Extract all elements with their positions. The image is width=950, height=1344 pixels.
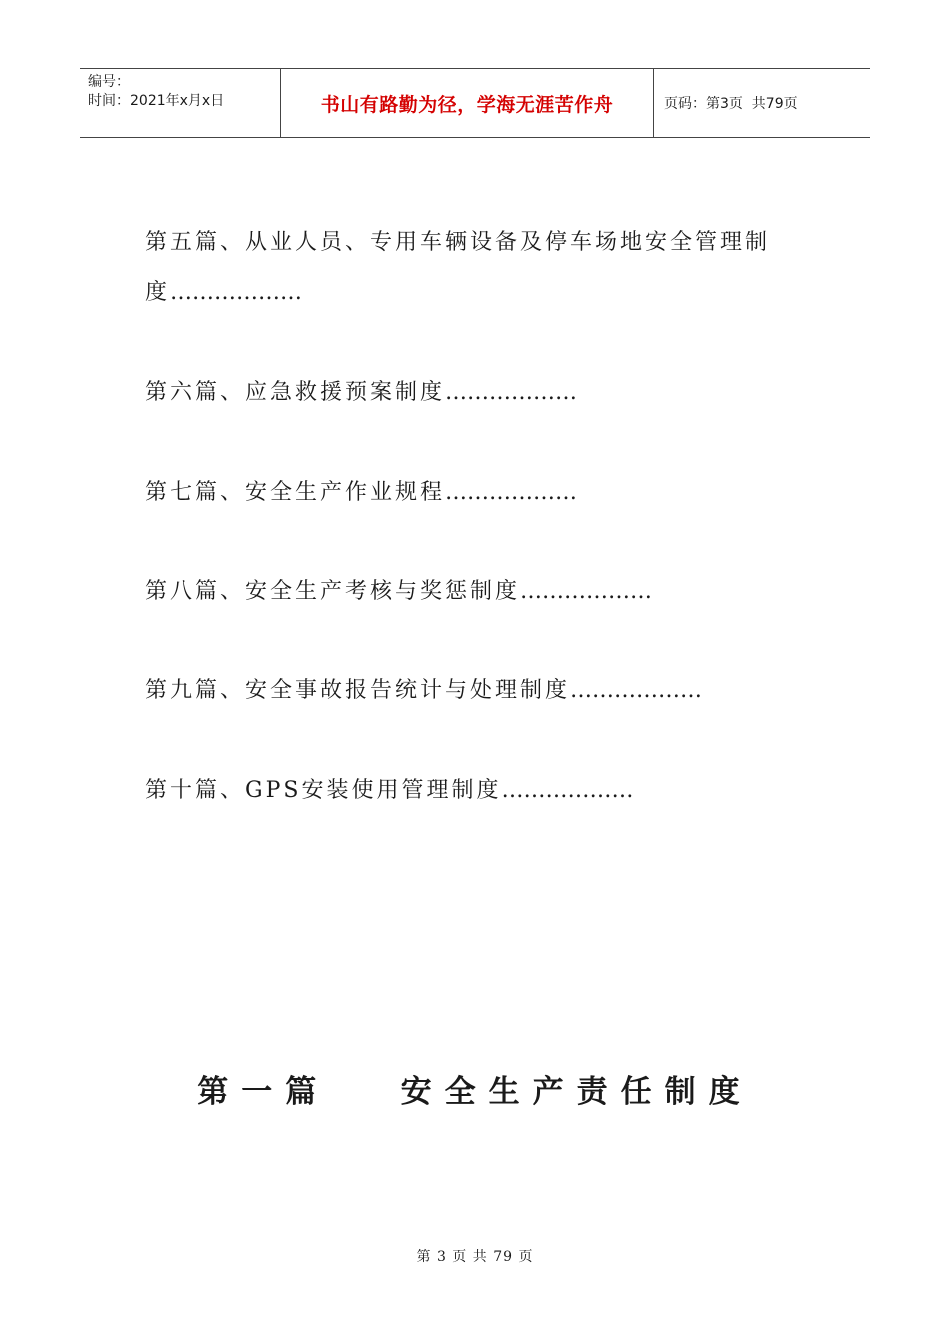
- toc-item-5-line2: [145, 268, 825, 318]
- toc-item-8: [145, 567, 825, 617]
- toc-item-5-text-tail: 度: [145, 280, 171, 305]
- toc-item-5: [145, 218, 825, 318]
- toc-item-8-text: 第八篇、安全生产考核与奖惩制度: [145, 579, 521, 604]
- header-meta-cell: [80, 69, 281, 137]
- toc-item-5-line1: 第五篇、从业人员、专用车辆设备及停车场地安全管理制: [145, 230, 771, 255]
- toc-item-9-text: 第九篇、安全事故报告统计与处理制度: [145, 678, 571, 703]
- document-date: 时间：2021年x月x日: [88, 93, 225, 109]
- toc-item-6-leader-dots: ………………: [445, 380, 578, 405]
- chapter-title: 第一篇 安全生产责任制度: [197, 1074, 753, 1110]
- toc-item-7-leader-dots: ………………: [445, 480, 578, 505]
- toc-item-7-text: 第七篇、安全生产作业规程: [145, 480, 446, 505]
- header-motto-cell: [281, 69, 654, 137]
- toc-item-10-leader-dots: ………………: [501, 778, 634, 803]
- header-page-info: 页码：第3页 共79页: [664, 96, 798, 112]
- toc-item-9-leader-dots: ………………: [570, 678, 703, 703]
- toc-item-10-text: 第十篇、GPS安装使用管理制度: [145, 778, 502, 803]
- page-header: [80, 68, 870, 138]
- toc-item-8-leader-dots: ………………: [520, 579, 653, 604]
- header-motto: 书山有路勤为径，学海无涯苦作舟: [320, 93, 614, 116]
- toc-item-6-text: 第六篇、应急救援预案制度: [145, 380, 446, 405]
- document-number-label: 编号：: [88, 74, 130, 90]
- toc-item-6: [145, 368, 825, 418]
- header-page-cell: [654, 69, 870, 137]
- toc-item-9: [145, 666, 825, 716]
- page-footer: 第 3 页 共 79 页: [416, 1249, 534, 1265]
- toc-item-5-leader-dots: ………………: [170, 280, 303, 305]
- toc-item-7: [145, 468, 825, 518]
- toc-item-10: [145, 766, 825, 816]
